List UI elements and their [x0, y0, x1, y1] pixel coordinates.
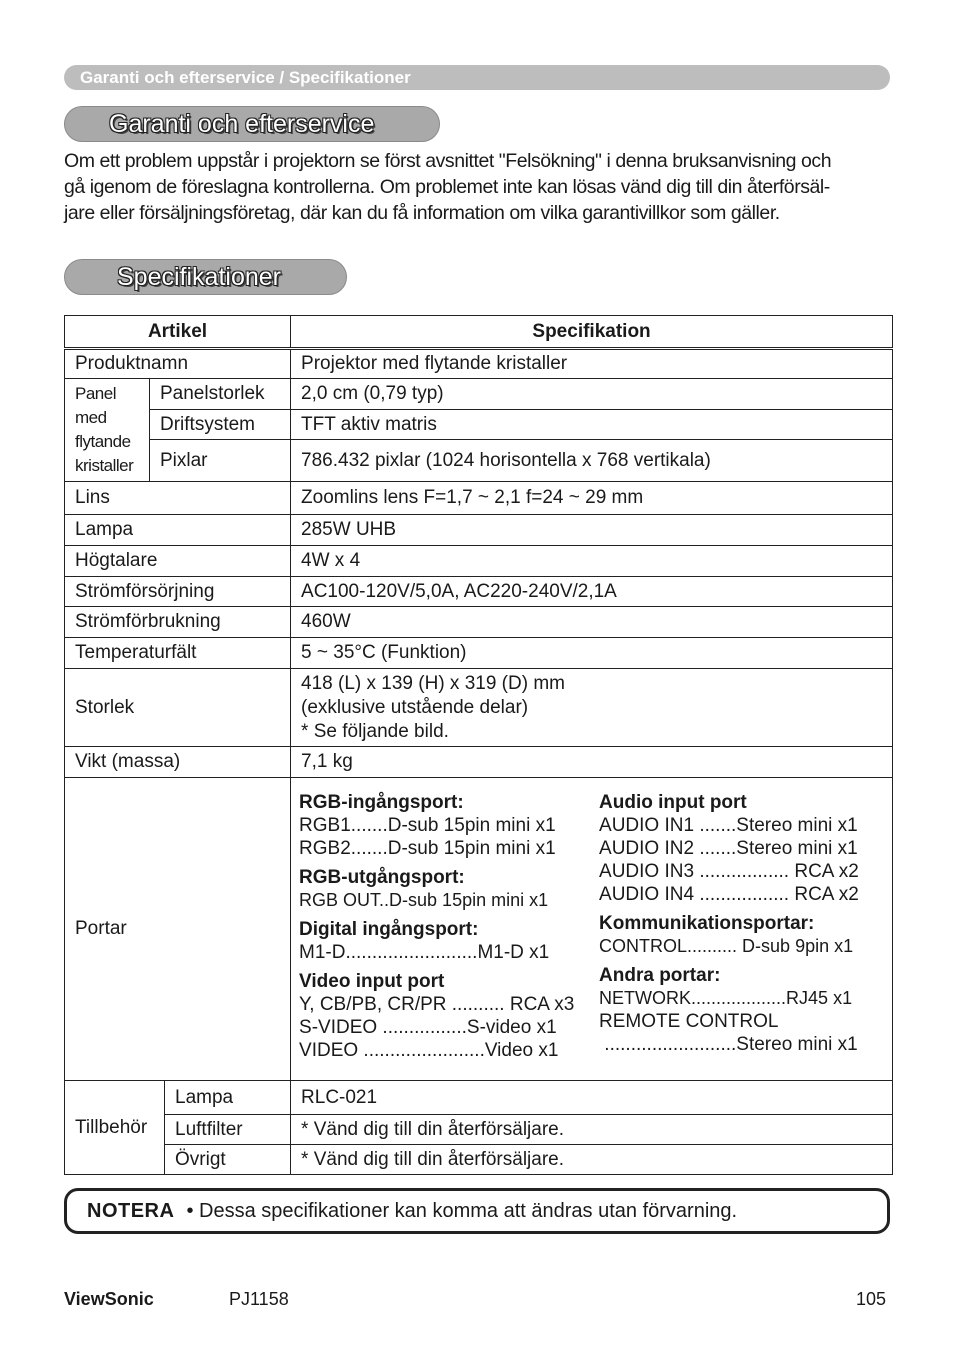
row-label: Pixlar — [150, 440, 291, 482]
section-title-specifications: Specifikationer — [64, 259, 347, 295]
row-label: Lampa — [65, 515, 291, 546]
row-value — [291, 669, 893, 747]
row-value: TFT aktiv matris — [291, 410, 893, 440]
col-header-article: Artikel — [65, 316, 291, 349]
port-line: RGB1.......D-sub 15pin mini x1 — [299, 814, 556, 836]
warranty-line: Om ett problem uppstår i projektorn se först avsnittet "Felsökning" i denna bruksanvisning och — [64, 150, 832, 172]
warranty-line: jare eller försäljningsföretag, där kan du få information om vilka garantivillkor som gäller. — [64, 202, 780, 224]
table-row — [65, 778, 893, 1081]
port-line: RGB OUT..D-sub 15pin mini x1 — [299, 889, 549, 910]
table-row — [65, 482, 893, 515]
panel-group-line: Panel — [75, 384, 116, 403]
port-line: S-VIDEO ................S-video x1 — [299, 1016, 557, 1038]
table-row — [65, 1081, 893, 1115]
port-group-title: Video input port — [299, 970, 445, 992]
port-group-title: RGB-utgångsport: — [299, 866, 465, 888]
row-label: Temperaturfält — [65, 638, 291, 669]
table-row — [65, 607, 893, 638]
port-group — [599, 912, 880, 958]
note-box — [64, 1188, 890, 1234]
ports-cell — [291, 778, 893, 1081]
note-text: • Dessa specifikationer kan komma att ändras utan förvarning. — [186, 1200, 738, 1222]
table-row — [65, 577, 893, 607]
row-label: Storlek — [65, 669, 291, 747]
panel-group-line: med — [75, 408, 107, 427]
col-header-spec: Specifikation — [291, 316, 893, 349]
port-group — [299, 791, 599, 860]
port-group — [299, 866, 599, 912]
port-group-title: Andra portar: — [599, 964, 721, 986]
port-group-title: RGB-ingångsport: — [299, 791, 464, 813]
panel-group-line: kristaller — [75, 456, 134, 475]
table-row — [65, 440, 893, 482]
row-label: Högtalare — [65, 546, 291, 577]
footer-page-number: 105 — [856, 1289, 887, 1309]
row-value: * Vänd dig till din återförsäljare. — [291, 1115, 893, 1145]
header-breadcrumb: Garanti och efterservice / Specifikationer — [64, 65, 890, 90]
row-value: * Vänd dig till din återförsäljare. — [291, 1145, 893, 1175]
row-label: Produktnamn — [65, 349, 291, 379]
row-value: 4W x 4 — [291, 546, 893, 577]
accessories-group-label: Tillbehör — [65, 1081, 165, 1175]
row-label: Vikt (massa) — [65, 747, 291, 778]
row-label: Strömförsörjning — [65, 577, 291, 607]
port-group-title: Kommunikationsportar: — [599, 912, 815, 934]
port-line: NETWORK...................RJ45 x1 — [599, 987, 853, 1008]
port-line: RGB2.......D-sub 15pin mini x1 — [299, 837, 556, 859]
row-value: Zoomlins lens F=1,7 ~ 2,1 f=24 ~ 29 mm — [291, 482, 893, 515]
section-title-warranty: Garanti och efterservice — [64, 106, 440, 142]
ports-grid — [299, 791, 884, 1068]
row-label: Övrigt — [165, 1145, 291, 1175]
row-value: 2,0 cm (0,79 typ) — [291, 379, 893, 410]
port-line: AUDIO IN2 .......Stereo mini x1 — [599, 837, 858, 859]
table-row — [65, 747, 893, 778]
footer-brand: ViewSonic — [64, 1289, 154, 1309]
port-line: AUDIO IN4 ................. RCA x2 — [599, 883, 859, 905]
row-label: Lins — [65, 482, 291, 515]
port-line: CONTROL.......... D-sub 9pin x1 — [599, 935, 854, 956]
port-line: VIDEO .......................Video x1 — [299, 1039, 559, 1061]
table-row — [65, 515, 893, 546]
ports-column-left — [299, 791, 599, 1068]
port-line: AUDIO IN3 ................. RCA x2 — [599, 860, 859, 882]
row-label: Luftfilter — [165, 1115, 291, 1145]
spec-table — [64, 315, 893, 1175]
row-value: 5 ~ 35°C (Funktion) — [291, 638, 893, 669]
row-label: Driftsystem — [150, 410, 291, 440]
size-line: (exklusive utstående delar) — [301, 696, 529, 718]
table-row — [65, 379, 893, 410]
port-group-title: Audio input port — [599, 791, 747, 813]
row-value: Projektor med flytande kristaller — [291, 349, 893, 379]
spec-table-header — [65, 316, 893, 349]
row-label: Panelstorlek — [150, 379, 291, 410]
panel-group-label — [65, 379, 150, 482]
table-row — [65, 546, 893, 577]
table-row — [65, 638, 893, 669]
size-line: * Se följande bild. — [301, 720, 449, 742]
table-row — [65, 1115, 893, 1145]
ports-column-right — [599, 791, 880, 1068]
port-group — [599, 964, 880, 1056]
port-group — [299, 918, 599, 964]
note-label: NOTERA — [87, 1200, 175, 1222]
port-line: Y, CB/PB, CR/PR .......... RCA x3 — [299, 993, 575, 1015]
row-value: 7,1 kg — [291, 747, 893, 778]
row-value: 460W — [291, 607, 893, 638]
table-row — [65, 1145, 893, 1175]
port-line: REMOTE CONTROL — [599, 1010, 779, 1032]
port-group — [299, 970, 599, 1062]
table-row — [65, 349, 893, 379]
size-line: 418 (L) x 139 (H) x 319 (D) mm — [301, 672, 565, 694]
footer-model: PJ1158 — [229, 1289, 289, 1309]
table-row — [65, 410, 893, 440]
table-row — [65, 669, 893, 747]
port-group-title: Digital ingångsport: — [299, 918, 479, 940]
row-value: 285W UHB — [291, 515, 893, 546]
row-value: AC100-120V/5,0A, AC220-240V/2,1A — [291, 577, 893, 607]
row-label: Portar — [65, 778, 291, 1081]
port-line: AUDIO IN1 .......Stereo mini x1 — [599, 814, 858, 836]
warranty-paragraph — [64, 148, 894, 226]
row-label: Strömförbrukning — [65, 607, 291, 638]
row-value: RLC-021 — [291, 1081, 893, 1115]
port-line: .........................Stereo mini x1 — [599, 1033, 858, 1055]
row-value: 786.432 pixlar (1024 horisontella x 768 vertikala) — [291, 440, 893, 482]
port-line: M1-D.........................M1-D x1 — [299, 941, 550, 963]
row-label: Lampa — [165, 1081, 291, 1115]
panel-group-line: flytande — [75, 432, 131, 451]
port-group — [599, 791, 880, 906]
warranty-line: gå igenom de föreslagna kontrollerna. Om problemet inte kan lösas vänd dig till din återförsäl- — [64, 176, 830, 198]
